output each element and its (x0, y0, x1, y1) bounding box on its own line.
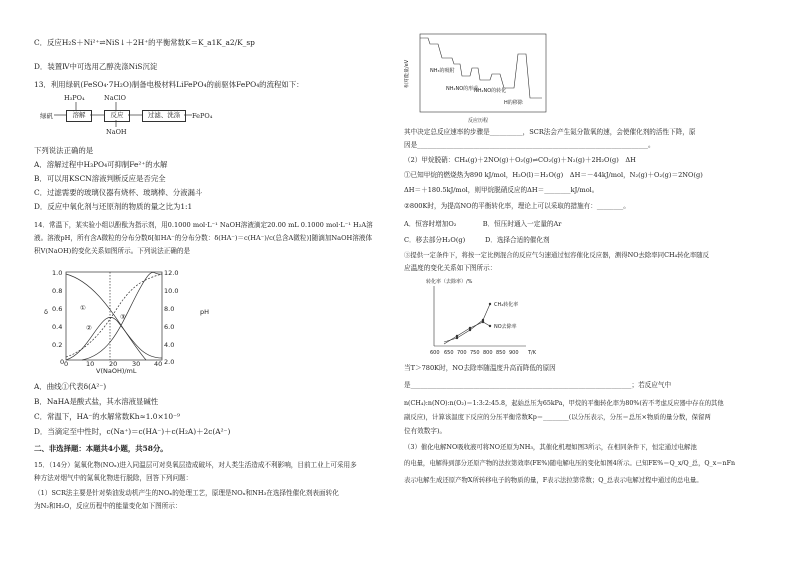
q13-option-b: B．可以用KSCN溶液判断反应是否完全 (34, 174, 166, 183)
plot14-y-right-label: pH (200, 308, 210, 316)
plot14-x-label: V(NaOH)/mL (96, 367, 137, 374)
left-column (34, 0, 386, 562)
plot14-x-tick: 0 (64, 360, 69, 368)
flow-naclo: NaClO (104, 94, 126, 102)
plot14-x-tick: 20 (109, 360, 118, 368)
plot14-curve-label-1: ① (80, 304, 86, 312)
flow-react: 反应 (104, 110, 130, 122)
flow-h3po4: H₃PO₄ (64, 94, 85, 102)
plot15-x-tick: 600 (430, 350, 440, 356)
plot14-x-tick: 40 (154, 360, 163, 368)
q15-r10: 应温度的变化关系如下图所示： (404, 264, 497, 272)
q15-r2: 因是______________________________________________________________________。 (404, 141, 655, 149)
plot15-x-tick: 700 (457, 350, 467, 356)
energy-state-2: NH₂NO的形成 (446, 86, 479, 92)
q15-r7: A．恒容时增加O₂ B．恒压时通入一定量的Ar (404, 220, 562, 228)
q15-r14: 副反应)，计算该温度下反应的分压平衡常数Kp＝________(以分压表示，分压＝总压×物质的量分数，保留两 (404, 413, 711, 421)
q14-stem-1: 14．常温下，某实验小组以酚酞为指示剂，用0.1000 mol·L⁻¹ NaOH溶液滴定20.00 mL 0.1000 mol·L⁻¹ H₂A溶 (34, 221, 373, 229)
plot14-yr-tick: 8.0 (164, 305, 175, 313)
plot14-y-left-label: δ (44, 308, 48, 316)
section-2-heading: 二、非选择题：本题共4小题，共58分。 (34, 444, 168, 453)
conversion-plot (424, 276, 544, 358)
plot15-x-tick: 650 (444, 350, 454, 356)
plot14-yl-tick: 1.0 (52, 269, 63, 277)
q14-stem-3: 积V(NaOH)的变化关系如图所示。下列说法正确的是 (34, 247, 191, 255)
flow-filter: 过滤、洗涤 (142, 110, 186, 122)
flow-naoh: NaOH (106, 128, 127, 136)
plot14-yr-tick: 10.0 (164, 287, 179, 295)
plot15-x-tick: 850 (496, 350, 506, 356)
q15-r1: 其中决定总反应速率的步骤是__________，SCR法会产生氮分散氧的速，会使催化剂的活性下降，原 (404, 128, 696, 136)
plot15-y-label: 转化率（去除率）/% (426, 279, 473, 285)
q15-r5: ΔH＝＋180.5kJ/mol，则甲烷脱硝反应的ΔH＝________kJ/mol。 (404, 186, 599, 194)
q15-r9: ③提供一定条件下，将按一定比例混合的反应气匀速通过恒容催化反应器，测得NO去除率同CH₄转化率随反 (404, 251, 710, 259)
q13-prompt: 下列说法正确的是 (34, 146, 94, 155)
plot14-yr-tick: 12.0 (164, 269, 179, 277)
q15-r17: 的电量，电解得到部分还原产物的法拉第效率(FE%)随电解电压的变化如图4所示。已知FE%＝Q_x/Q_总，Q_x＝nFn (404, 460, 736, 467)
q14-option-c: C．常温下，HA⁻的水解常数Kh≈1.0×10⁻⁹ (34, 412, 180, 421)
plot14-curve-label-3: ③ (120, 313, 126, 321)
plot14-yr-tick: 4.0 (164, 341, 175, 349)
plot15-x-tick: 800 (483, 350, 493, 356)
plot14-frame (66, 272, 162, 360)
q13-option-a: A．溶解过程中H₃PO₄可抑制Fe²⁺的水解 (34, 160, 168, 169)
q15-part1-1: （1）SCR法主要是针对柴油发动机产生的NOₓ的处理工艺，原理是NOₓ和NH₃在选择性催化剂表面转化 (34, 489, 339, 497)
q14-option-b: B．NaHA是酸式盐，其水溶液显碱性 (34, 397, 159, 406)
q15-r13: n(CH₄):n(NO):n(O₂)＝1:3:2:45.8，起始总压为65kPa，甲烷的平衡转化率为80%(若不考虑反应器中存在的其他 (404, 400, 724, 407)
plot14-yl-tick: 0 (60, 358, 65, 366)
q12-option-c: C．反应H₂S＋Ni²⁺⇌NiS↓＋2H⁺的平衡常数K＝K_a1K_a2/K_sp (34, 38, 255, 47)
plot15-x-label: T/K (528, 350, 537, 356)
q15-part1-2: 为N₂和H₂O，反应历程中的能量变化如下图所示： (34, 502, 182, 510)
q13-stem: 13．利用绿矾(FeSO₄·7H₂O)制备电极材料LiFePO₄的前驱体FePO₄的流程如下： (34, 80, 304, 89)
flow-product: FePO₄ (192, 112, 213, 120)
plot14-x-tick: 10 (86, 360, 95, 368)
plot14-curve-2 (66, 317, 162, 360)
q15-r11: 当T＞780K时，NO去除率随温度升高而降低的原因 (404, 364, 556, 372)
q15-r15: 位有效数字)。 (404, 427, 447, 435)
q14-option-a: A．曲线①代表δ(A²⁻) (34, 382, 107, 391)
q15-r3: （2）甲烷脱硝：CH₄(g)＋2NO(g)＋O₂(g)⇌CO₂(g)＋N₂(g)＋2H₂O(g) ΔH (404, 156, 636, 164)
q15-r4: ①已知甲烷的燃烧热为890 kJ/mol，H₂O(l)＝H₂O(g) ΔH＝－44kJ/mol，N₂(g)＋O₂(g)＝2NO(g) (404, 171, 703, 179)
plot15-x-tick: 900 (509, 350, 519, 356)
energy-diagram (404, 28, 554, 124)
plot15-series-ch4: CH₄转化率 (494, 302, 519, 308)
q15-stem-2: 种方法对烟气中的氮氧化物进行脱除，回答下列问题： (34, 474, 193, 482)
plot15-x-tick: 750 (470, 350, 480, 356)
plot14-curve-label-2: ② (86, 324, 92, 332)
plot14-yr-tick: 6.0 (164, 323, 175, 331)
flow-dissolve: 溶解 (66, 110, 92, 122)
energy-state-3: NH₂NO的转化 (474, 88, 507, 94)
q15-r18: 表示电解生成还原产物X所转移电子的物质的量，F表示法拉第常数；Q_总表示电解过程中通过的总电量。 (404, 476, 703, 484)
q15-r6: ②800K时，为提高NO的平衡转化率，理论上可以采取的措施有：________。 (404, 202, 630, 210)
q12-option-d: D．装置Ⅳ中可选用乙醇洗涤NiS沉淀 (34, 62, 158, 71)
q15-r16: （3）催化电解NO吸收液可将NO还原为NH₃，其催化机理如图3所示，在相同条件下，恒定通过电解池 (404, 443, 697, 451)
q15-r8: C．移去部分H₂O(g) D．选择合适的催化剂 (404, 236, 550, 244)
energy-y-label: 相对能量/eV (404, 59, 410, 88)
energy-state-4: H的移除 (504, 100, 523, 106)
energy-state-1: NH₃的吸附 (430, 68, 455, 74)
q15-stem-1: 15．（14分）氮氧化物(NOₓ)进入同温层可对臭氧层造成破坏，对人类生活造成不利影响，目前工业上可采用多 (34, 461, 357, 469)
plot14-yl-tick: 0.6 (52, 305, 63, 313)
plot14-x-tick: 30 (132, 360, 141, 368)
plot14-yl-tick: 0.8 (52, 287, 63, 295)
flow-start: 绿矾 (40, 112, 53, 120)
plot14-yl-tick: 0.4 (52, 323, 63, 331)
right-column (404, 0, 764, 562)
titration-plot (42, 262, 212, 374)
q14-stem-2: 液。溶液pH，所有含A微粒的分布分数δ[如HA⁻的分布分数：δ(HA⁻)＝c(HA⁻)/c(总含A微粒)]随滴加NaOH溶液体 (34, 234, 373, 242)
q13-option-c: C．过滤需要的玻璃仪器有烧杯、玻璃棒、分液漏斗 (34, 188, 203, 197)
flow-arrows (40, 92, 280, 138)
plot15-series-no: NO去除率 (494, 324, 517, 330)
q14-option-d: D．当滴定至中性时，c(Na⁺)＝c(HA⁻)＋c(H₂A)＋2c(A²⁻) (34, 427, 231, 436)
q15-r12: 是___________________________________________________________________；若反应气中 (404, 381, 672, 389)
plot15-no-line (444, 322, 490, 344)
plot14-yl-tick: 0.2 (52, 341, 63, 349)
q13-option-d: D．反应中氧化剂与还原剂的物质的量之比为1:1 (34, 202, 193, 211)
plot14-yr-tick: 2.0 (164, 358, 175, 366)
flow-chart (40, 92, 280, 138)
energy-x-label: 反应历程 (468, 118, 489, 124)
